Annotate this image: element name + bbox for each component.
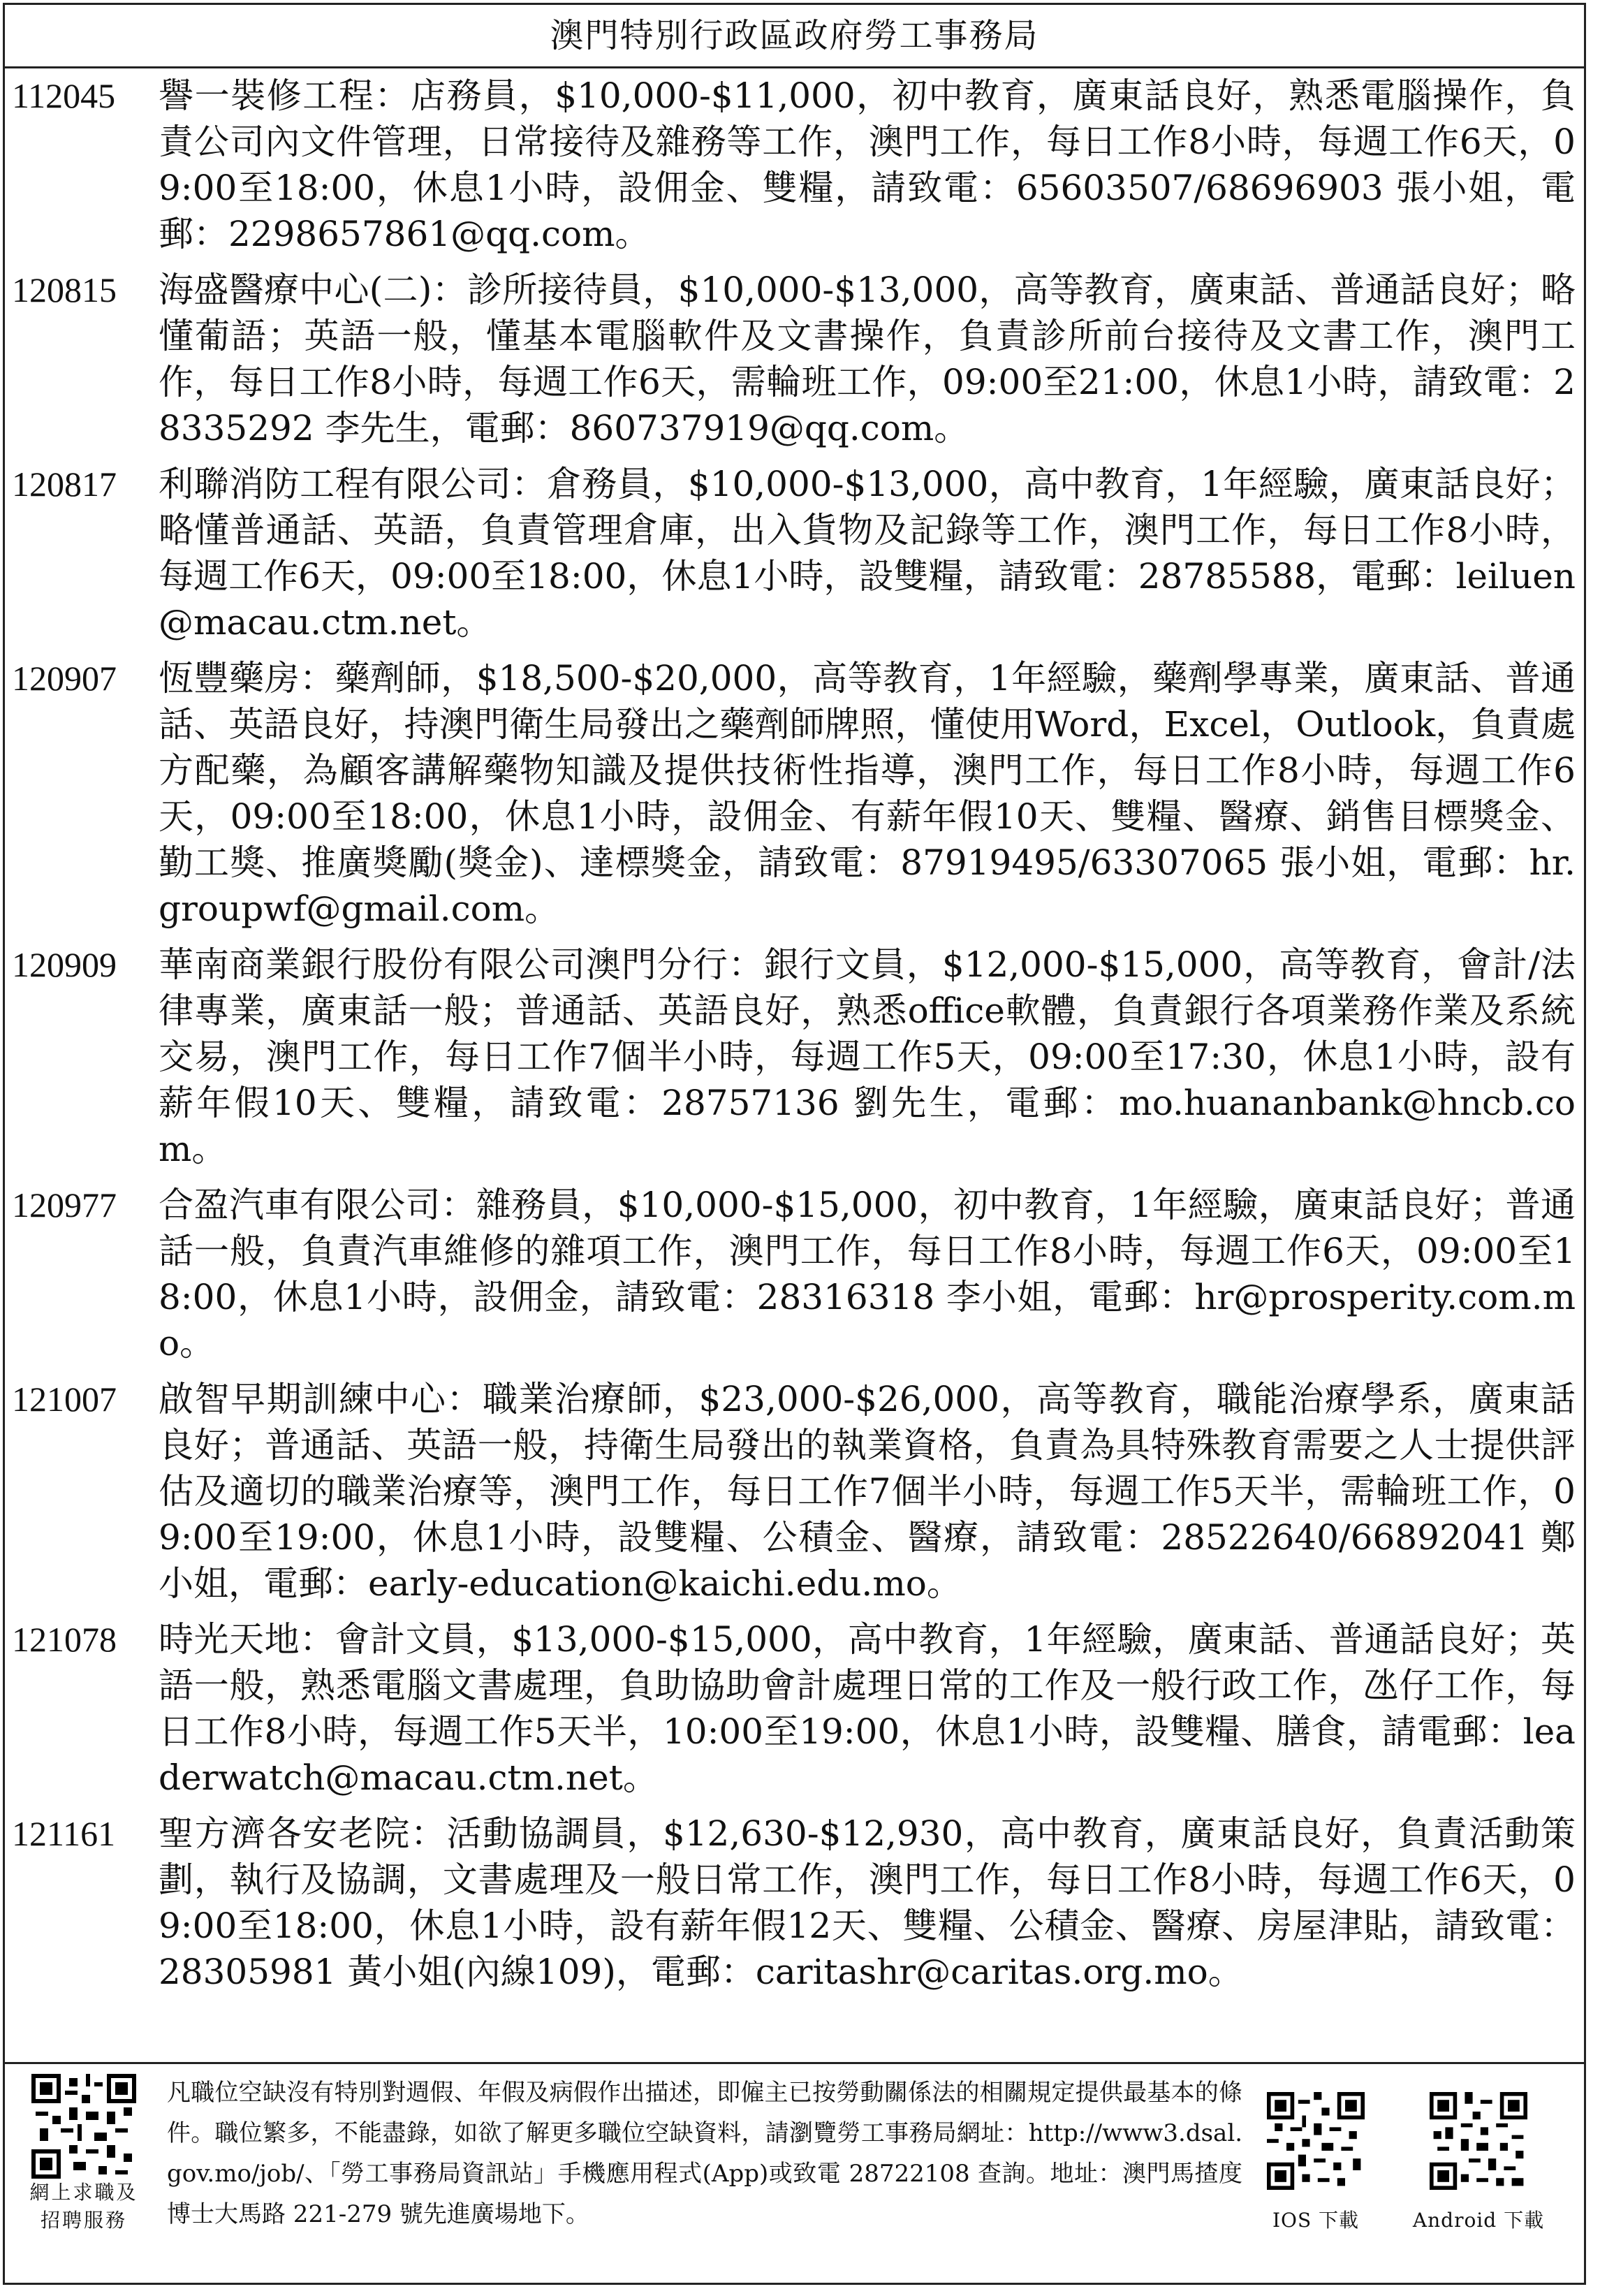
job-listing (5, 461, 1584, 645)
job-service-qr-block[interactable] (17, 2074, 150, 2235)
ios-download-qr-block[interactable] (1256, 2092, 1375, 2235)
job-listing (5, 73, 1584, 257)
android-download-caption: Android 下載 (1412, 2209, 1545, 2232)
job-id: 112045 (12, 76, 116, 115)
ios-download-caption: IOS 下載 (1272, 2209, 1360, 2232)
job-description: 啟智早期訓練中心：職業治療師，$23,000-$26,000，高等教育，職能治療學系，廣東話良好；普通話、英語一般，持衛生局發出的執業資格，負責為具特殊教育需要之人士提供評估及適切的職業治療等，澳門工作，每日工作7個半小時，每週工作5天半，需輪班工作，09:00至19:00，休息1小時，設雙糧、公積金、醫療，請致電：28522640/66892041 鄭小姐，電郵：early-education@kaichi.edu.mo。 (159, 1379, 1576, 1604)
job-service-caption-line2: 招聘服務 (40, 2209, 127, 2232)
job-id: 121161 (12, 1814, 116, 1853)
job-id: 120977 (12, 1185, 117, 1224)
job-description: 華南商業銀行股份有限公司澳門分行：銀行文員，$12,000-$15,000，高等教育，會計/法律專業，廣東話一般；普通話、英語良好，熟悉office軟體，負責銀行各項業務作業及系統交易，澳門工作，每日工作7個半小時，每週工作5天，09:00至17:30，休息1小時，設有薪年假10天、雙糧，請致電：28757136 劉先生，電郵：mo.huananbank@hncb.com。 (159, 944, 1576, 1169)
job-list (5, 68, 1584, 1995)
job-listing-page (3, 3, 1586, 2285)
job-description: 時光天地：會計文員，$13,000-$15,000，高中教育，1年經驗，廣東話、普通話良好；英語一般，熟悉電腦文書處理，負助協助會計處理日常的工作及一般行政工作，氹仔工作，每日工作8小時，每週工作5天半，10:00至19:00，休息1小時，設雙糧、膳食，請電郵：leaderwatch@macau.ctm.net。 (159, 1619, 1576, 1798)
page-title: 澳門特別行政區政府勞工事務局 (5, 5, 1584, 68)
job-listing (5, 1616, 1584, 1801)
job-id: 120817 (12, 465, 117, 504)
job-listing (5, 1182, 1584, 1366)
job-id: 120907 (12, 659, 117, 698)
job-description: 聖方濟各安老院：活動協調員，$12,630-$12,930，高中教育，廣東話良好，負責活動策劃，執行及協調，文書處理及一般日常工作，澳門工作，每日工作8小時，每週工作6天，09:00至18:00，休息1小時，設有薪年假12天、雙糧、公積金、醫療、房屋津貼，請致電：28305981 黃小姐(內線109)，電郵：caritashr@caritas.org.mo。 (159, 1813, 1576, 1992)
ios-qr-code-icon[interactable] (1267, 2092, 1365, 2190)
android-qr-code-icon[interactable] (1430, 2092, 1527, 2190)
job-description: 利聯消防工程有限公司：倉務員，$10,000-$13,000，高中教育，1年經驗，廣東話良好；略懂普通話、英語，負責管理倉庫，出入貨物及記錄等工作，澳門工作，每日工作8小時，每週工作6天，09:00至18:00，休息1小時，設雙糧，請致電：28785588，電郵：leiluen@macau.ctm.net。 (159, 464, 1576, 643)
job-listing (5, 1811, 1584, 1995)
job-description: 海盛醫療中心(二)：診所接待員，$10,000-$13,000，高等教育，廣東話、普通話良好；略懂葡語；英語一般，懂基本電腦軟件及文書操作，負責診所前台接待及文書工作，澳門工作，每日工作8小時，每週工作6天，需輪班工作，09:00至21:00，休息1小時，請致電：28335292 李先生，電郵：860737919@qq.com。 (159, 270, 1576, 448)
job-description: 合盈汽車有限公司：雜務員，$10,000-$15,000，初中教育，1年經驗，廣東話良好；普通話一般，負責汽車維修的雜項工作，澳門工作，每日工作8小時，每週工作6天，09:00至18:00，休息1小時，設佣金，請致電：28316318 李小姐，電郵：hr@prosperity.com.mo。 (159, 1185, 1576, 1363)
job-service-qr-code-icon[interactable] (31, 2074, 136, 2179)
job-id: 120909 (12, 945, 117, 984)
job-description: 譽一裝修工程：店務員，$10,000-$11,000，初中教育，廣東話良好，熟悉電腦操作，負責公司內文件管理，日常接待及雜務等工作，澳門工作，每日工作8小時，每週工作6天，09:00至18:00，休息1小時，設佣金、雙糧，請致電：65603507/68696903 張小姐，電郵：2298657861@qq.com。 (159, 75, 1576, 254)
job-description: 恆豐藥房：藥劑師，$18,500-$20,000，高等教育，1年經驗，藥劑學專業，廣東話、普通話、英語良好，持澳門衛生局發出之藥劑師牌照，懂使用Word，Excel，Outlook，負責處方配藥，為顧客講解藥物知識及提供技術性指導，澳門工作，每日工作8小時，每週工作6天，09:00至18:00，休息1小時，設佣金、有薪年假10天、雙糧、醫療、銷售目標獎金、勤工獎、推廣獎勵(獎金)、達標獎金，請致電：87919495/63307065 張小姐，電郵：hr.groupwf@gmail.com。 (159, 658, 1576, 929)
android-download-qr-block[interactable] (1412, 2092, 1545, 2235)
job-id: 121078 (12, 1620, 117, 1659)
job-listing (5, 267, 1584, 451)
footer (5, 2062, 1584, 2283)
job-id: 121007 (12, 1380, 117, 1419)
job-listing (5, 1376, 1584, 1607)
job-service-caption-line1: 網上求職及 (29, 2181, 138, 2204)
footer-notice: 凡職位空缺沒有特別對週假、年假及病假作出描述，即僱主已按勞動關係法的相關規定提供最基本的條件。職位繁多，不能盡錄，如欲了解更多職位空缺資料，請瀏覽勞工事務局網址：http://www3.dsal.gov.mo/job/、「勞工事務局資訊站」手機應用程式(App)或致電 28722108 查詢。地址：澳門馬揸度博士大馬路 221-279 號先進廣場地下。 (167, 2079, 1242, 2228)
job-id: 120815 (12, 270, 117, 309)
job-listing (5, 942, 1584, 1172)
job-listing (5, 655, 1584, 932)
